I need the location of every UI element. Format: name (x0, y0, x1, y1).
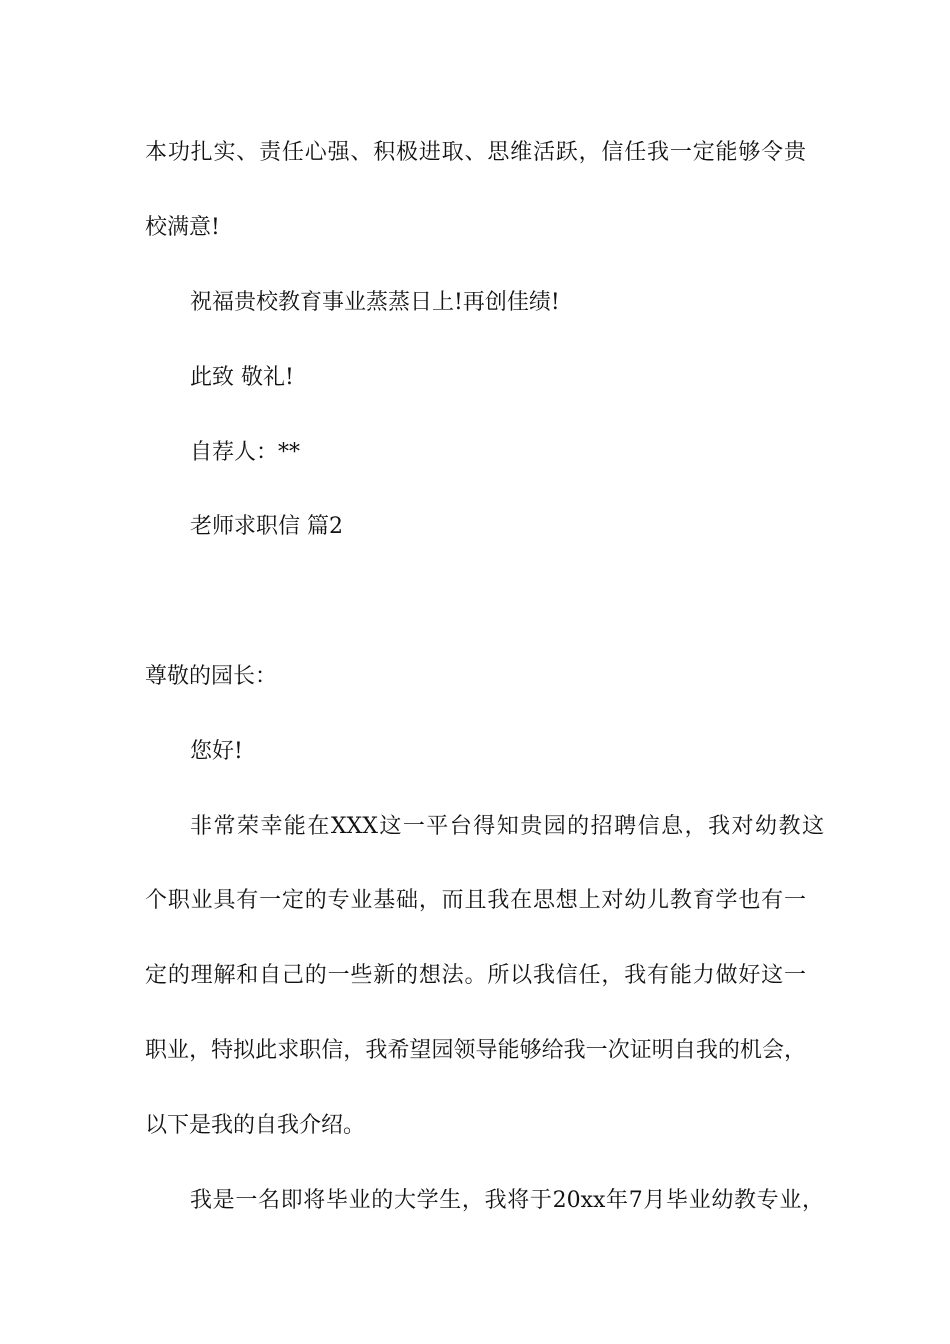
paragraph-line: 非常荣幸能在XXX这一平台得知贵园的招聘信息，我对幼教这 (190, 814, 824, 839)
greeting-line: 尊敬的园长： (145, 664, 278, 689)
paragraph-line: 祝福贵校教育事业蒸蒸日上!再创佳绩! (190, 290, 560, 315)
paragraph-line: 校满意! (145, 215, 220, 240)
signature-line: 自荐人：** (190, 440, 301, 465)
closing-salutation: 此致 敬礼! (190, 365, 294, 390)
section-title: 老师求职信 篇2 (190, 514, 343, 539)
paragraph-line: 本功扎实、责任心强、积极进取、思维活跃，信任我一定能够令贵 (145, 140, 806, 165)
paragraph-line: 以下是我的自我介绍。 (145, 1113, 366, 1138)
paragraph-line: 我是一名即将毕业的大学生，我将于20xx年7月毕业幼教专业， (190, 1188, 824, 1213)
greeting-line: 您好! (190, 739, 243, 764)
paragraph-line: 职业，特拟此求职信，我希望园领导能够给我一次证明自我的机会， (145, 1038, 806, 1063)
paragraph-line: 定的理解和自己的一些新的想法。所以我信任，我有能力做好这一 (145, 963, 806, 988)
paragraph-line: 个职业具有一定的专业基础，而且我在思想上对幼儿教育学也有一 (145, 888, 806, 913)
